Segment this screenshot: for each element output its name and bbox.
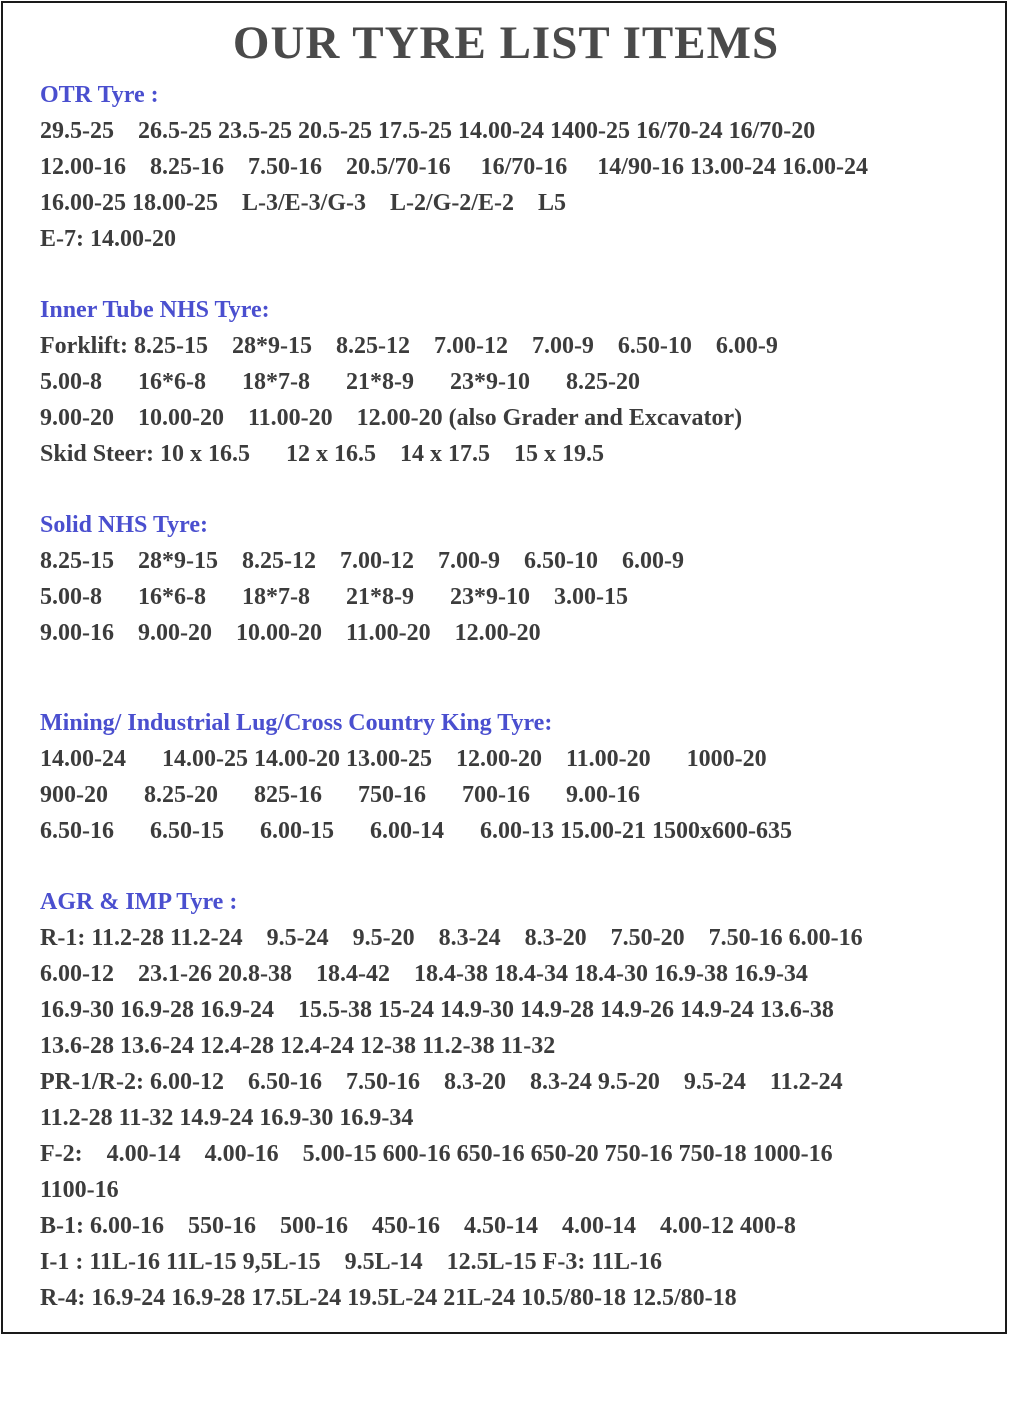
tyre-size-line: 6.00-12 23.1-26 20.8-38 18.4-42 18.4-38 18.4-34 18.4-30 16.9-38 16.9-34 bbox=[40, 961, 808, 987]
tyre-size-line: 900-20 8.25-20 825-16 750-16 700-16 9.00-16 bbox=[40, 782, 640, 808]
section-heading: Mining/ Industrial Lug/Cross Country King Tyre: bbox=[40, 710, 553, 736]
tyre-size-line: 9.00-16 9.00-20 10.00-20 11.00-20 12.00-20 bbox=[40, 620, 541, 646]
tyre-size-line: Skid Steer: 10 x 16.5 12 x 16.5 14 x 17.5 15 x 19.5 bbox=[40, 441, 604, 467]
tyre-size-line: 11.2-28 11-32 14.9-24 16.9-30 16.9-34 bbox=[40, 1105, 414, 1131]
section-heading: Solid NHS Tyre: bbox=[40, 512, 209, 538]
tyre-size-line: I-1 : 11L-16 11L-15 9,5L-15 9.5L-14 12.5L-15 F-3: 11L-16 bbox=[40, 1249, 662, 1275]
tyre-size-line: 16.00-25 18.00-25 L-3/E-3/G-3 L-2/G-2/E-2 L5 bbox=[40, 190, 566, 216]
tyre-list-frame bbox=[1, 1, 1007, 1334]
tyre-size-line: B-1: 6.00-16 550-16 500-16 450-16 4.50-14 4.00-14 4.00-12 400-8 bbox=[40, 1213, 796, 1239]
tyre-size-line: 5.00-8 16*6-8 18*7-8 21*8-9 23*9-10 8.25-20 bbox=[40, 369, 640, 395]
page-title: OUR TYRE LIST ITEMS bbox=[232, 17, 780, 69]
section-heading: AGR & IMP Tyre : bbox=[40, 889, 238, 915]
section-solid-nhs-tyre bbox=[40, 507, 1000, 651]
tyre-size-line: 9.00-20 10.00-20 11.00-20 12.00-20 (also Grader and Excavator) bbox=[40, 405, 743, 431]
tyre-size-line: PR-1/R-2: 6.00-12 6.50-16 7.50-16 8.3-20 8.3-24 9.5-20 9.5-24 11.2-24 bbox=[40, 1069, 843, 1095]
tyre-size-line: 8.25-15 28*9-15 8.25-12 7.00-12 7.00-9 6.50-10 6.00-9 bbox=[40, 548, 684, 574]
section-spacer bbox=[40, 472, 1000, 507]
section-heading: OTR Tyre : bbox=[40, 82, 159, 108]
tyre-size-line: 12.00-16 8.25-16 7.50-16 20.5/70-16 16/70-16 14/90-16 13.00-24 16.00-24 bbox=[40, 154, 868, 180]
section-inner-tube-nhs-tyre bbox=[40, 292, 1000, 472]
tyre-size-line: 13.6-28 13.6-24 12.4-28 12.4-24 12-38 11.2-38 11-32 bbox=[40, 1033, 556, 1059]
tyre-size-line: 29.5-25 26.5-25 23.5-25 20.5-25 17.5-25 14.00-24 1400-25 16/70-24 16/70-20 bbox=[40, 118, 816, 144]
section-agr-imp-tyre bbox=[40, 884, 1000, 1316]
tyre-size-line: 16.9-30 16.9-28 16.9-24 15.5-38 15-24 14.9-30 14.9-28 14.9-26 14.9-24 13.6-38 bbox=[40, 997, 834, 1023]
tyre-size-line: 5.00-8 16*6-8 18*7-8 21*8-9 23*9-10 3.00-15 bbox=[40, 584, 628, 610]
section-mining-industrial-tyre bbox=[40, 705, 1000, 849]
tyre-size-line: E-7: 14.00-20 bbox=[40, 226, 176, 252]
tyre-size-line: 6.50-16 6.50-15 6.00-15 6.00-14 6.00-13 15.00-21 1500x600-635 bbox=[40, 818, 792, 844]
section-heading: Inner Tube NHS Tyre: bbox=[40, 297, 270, 323]
section-spacer bbox=[40, 651, 1000, 705]
section-spacer bbox=[40, 257, 1000, 292]
tyre-size-line: Forklift: 8.25-15 28*9-15 8.25-12 7.00-12 7.00-9 6.50-10 6.00-9 bbox=[40, 333, 778, 359]
tyre-size-line: 14.00-24 14.00-25 14.00-20 13.00-25 12.00-20 11.00-20 1000-20 bbox=[40, 746, 767, 772]
section-otr-tyre bbox=[40, 77, 1000, 257]
tyre-size-line: R-4: 16.9-24 16.9-28 17.5L-24 19.5L-24 21L-24 10.5/80-18 12.5/80-18 bbox=[40, 1285, 737, 1311]
tyre-list-content bbox=[40, 77, 1000, 1316]
section-spacer bbox=[40, 849, 1000, 884]
tyre-size-line: F-2: 4.00-14 4.00-16 5.00-15 600-16 650-16 650-20 750-16 750-18 1000-16 bbox=[40, 1141, 833, 1167]
tyre-size-line: R-1: 11.2-28 11.2-24 9.5-24 9.5-20 8.3-24 8.3-20 7.50-20 7.50-16 6.00-16 bbox=[40, 925, 863, 951]
tyre-size-line: 1100-16 bbox=[40, 1177, 119, 1203]
